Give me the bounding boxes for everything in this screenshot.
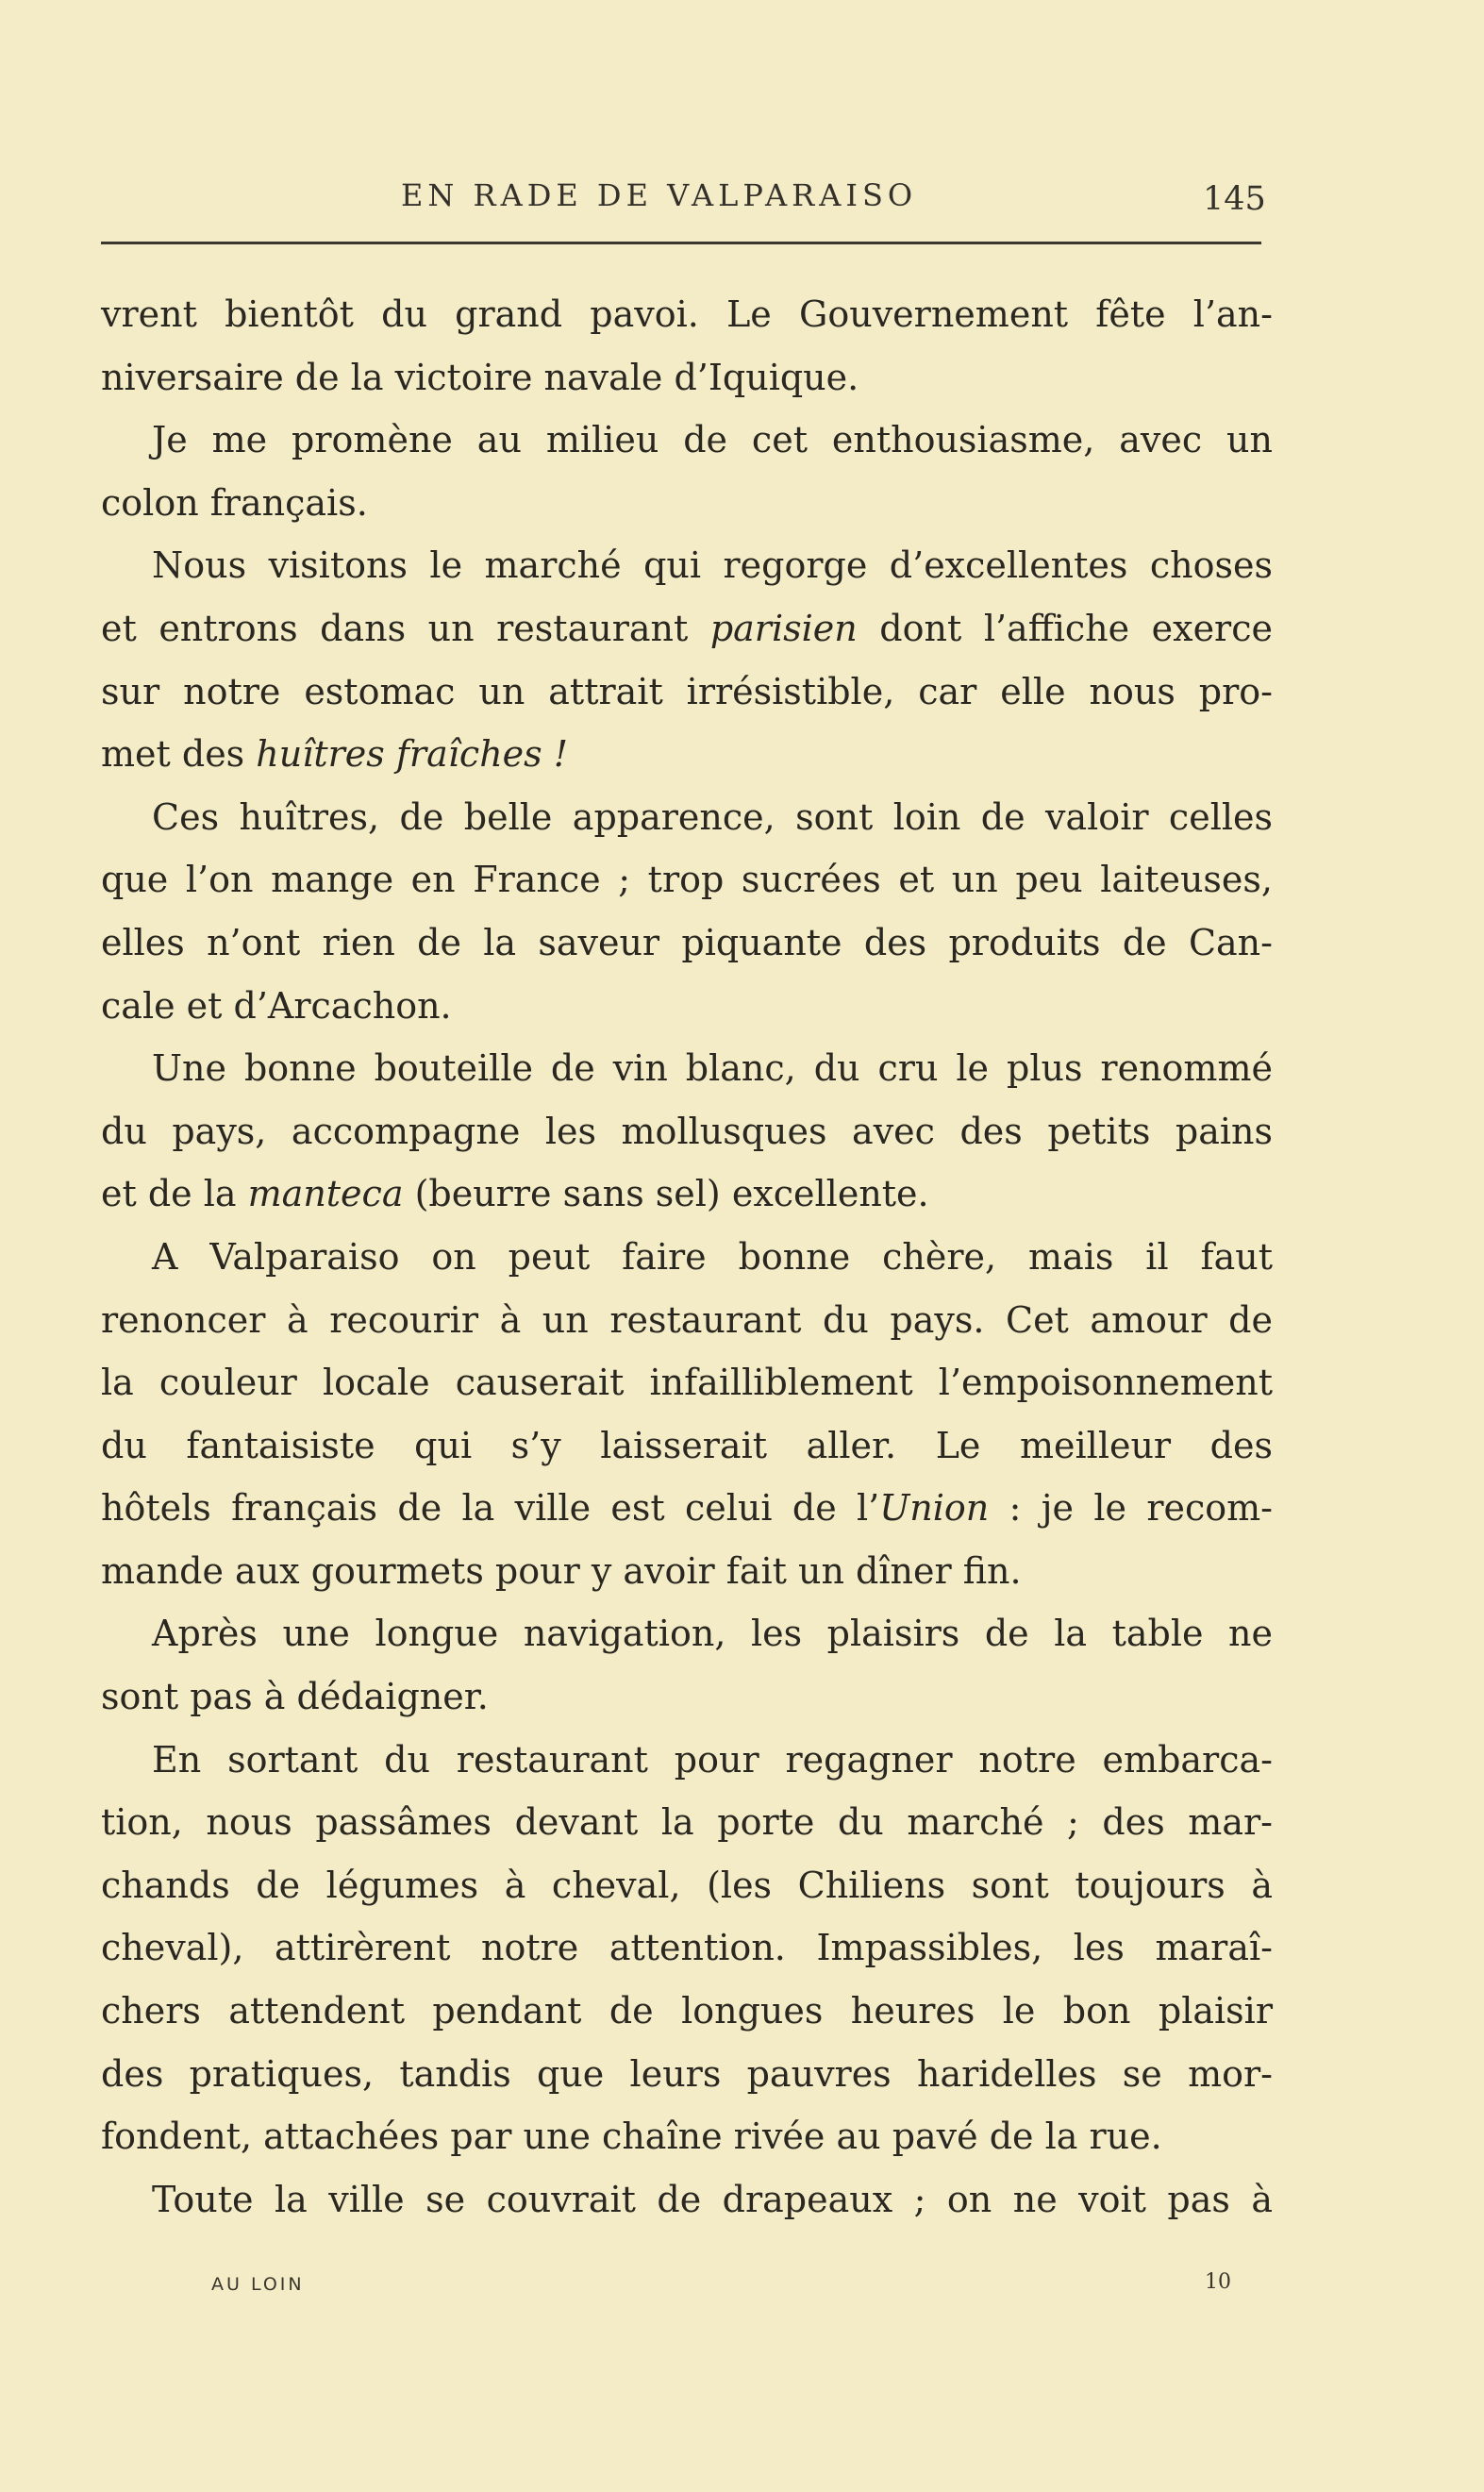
text-line: sont pas à dédaigner.: [101, 1676, 489, 1718]
text-line: [101, 1477, 1273, 1540]
text-line: colon français.: [101, 481, 368, 524]
signature-number: 10: [1205, 2270, 1231, 2294]
text-run: dont l’affiche exerce: [857, 607, 1273, 649]
signature-title: AU LOIN: [211, 2274, 305, 2295]
text-run: : je le recom-: [989, 1487, 1274, 1530]
text-run: et de la: [101, 1173, 248, 1215]
text-run: et entrons dans un restaurant: [101, 607, 710, 649]
text-line: tion, nous passâmes devant la porte du marché ; des mar-: [101, 1801, 1273, 1844]
text-line: elles n’ont rien de la saveur piquante des produits de Can-: [101, 921, 1273, 963]
text-line: du fantaisiste qui s’y laisserait aller. Le meilleur des: [101, 1424, 1273, 1466]
text-line: chands de légumes à cheval, (les Chiliens sont toujours à: [101, 1864, 1273, 1906]
text-run: met des: [101, 733, 257, 776]
text-line: [101, 597, 1273, 661]
body-text: [101, 283, 1273, 2231]
text-line: des pratiques, tandis que leurs pauvres haridelles se mor-: [101, 2052, 1273, 2095]
text-line: cale et d’Arcachon.: [101, 984, 452, 1027]
text-line: Nous visitons le marché qui regorge d’excellentes choses: [152, 544, 1273, 587]
text-line: sur notre estomac un attrait irrésistible, car elle nous pro-: [101, 670, 1273, 712]
text-line: Je me promène au milieu de cet enthousiasme, avec un: [152, 419, 1273, 461]
text-line: Une bonne bouteille de vin blanc, du cru le plus renommé: [152, 1047, 1273, 1090]
text-line: cheval), attirèrent notre attention. Impassibles, les maraî-: [101, 1927, 1273, 1969]
running-title: EN RADE DE VALPARAISO: [401, 177, 918, 213]
text-line: Après une longue navigation, les plaisirs de la table ne: [152, 1613, 1273, 1655]
text-line: En sortant du restaurant pour regagner notre embarca-: [152, 1738, 1273, 1781]
text-line: que l’on mange en France ; trop sucrées et un peu laiteuses,: [101, 859, 1273, 901]
text-line: renoncer à recourir à un restaurant du pays. Cet amour de: [101, 1298, 1273, 1341]
text-line: vrent bientôt du grand pavoi. Le Gouvernement fête l’an-: [101, 293, 1273, 335]
text-line: Toute la ville se couvrait de drapeaux ; on ne voit pas à: [152, 2178, 1273, 2220]
page-number: 145: [1203, 180, 1266, 218]
text-line: A Valparaiso on peut faire bonne chère, mais il faut: [152, 1235, 1273, 1278]
text-line: niversaire de la victoire navale d’Iquique.: [101, 356, 859, 398]
italic-text: huîtres fraîches !: [256, 733, 569, 776]
text-run: hôtels français de la ville est celui de l’: [101, 1487, 880, 1530]
text-line: fondent, attachées par une chaîne rivée au pavé de la rue.: [101, 2116, 1162, 2158]
italic-text: manteca: [247, 1173, 404, 1215]
header-rule: [101, 242, 1261, 244]
italic-text: Union: [879, 1487, 990, 1530]
italic-text: parisien: [709, 607, 858, 649]
text-line: [101, 723, 1273, 786]
text-line: chers attendent pendant de longues heures le bon plaisir: [101, 1990, 1273, 2032]
text-line: [101, 1162, 1273, 1226]
text-line: du pays, accompagne les mollusques avec des petits pains: [101, 1110, 1273, 1152]
text-line: Ces huîtres, de belle apparence, sont loin de valoir celles: [152, 795, 1273, 838]
text-run: (beurre sans sel) excellente.: [403, 1173, 929, 1215]
text-line: mande aux gourmets pour y avoir fait un dîner fin.: [101, 1549, 1022, 1592]
text-line: la couleur locale causerait infailliblement l’empoisonnement: [101, 1362, 1273, 1404]
